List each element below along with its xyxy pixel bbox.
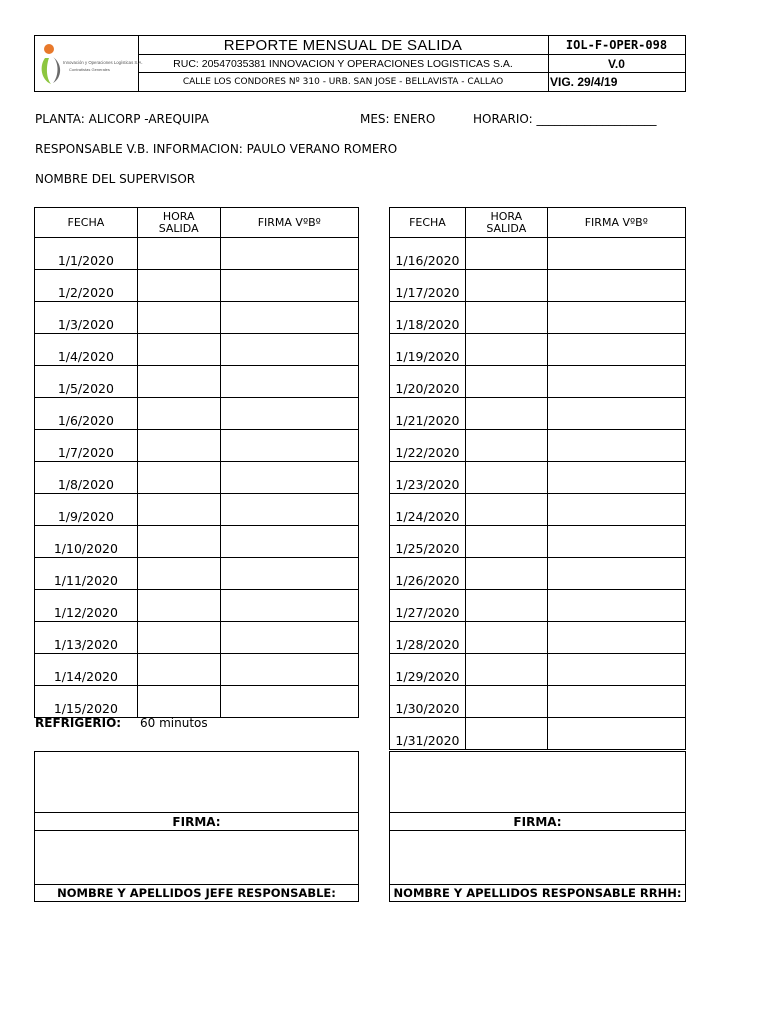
date-cell: 1/27/2020 [390,590,466,622]
right-table-body [390,238,686,750]
firma-cell[interactable] [220,654,358,686]
firma-header: FIRMA VºBº [220,208,358,238]
refrigerio-label: REFRIGERIO: [35,716,122,730]
firma-label: FIRMA: [35,813,358,831]
hora-salida-cell[interactable] [137,494,220,526]
supervisor-label: NOMBRE DEL SUPERVISOR [35,172,196,186]
mes-label: MES: ENERO [360,112,436,126]
date-cell: 1/8/2020 [35,462,138,494]
date-cell: 1/7/2020 [35,430,138,462]
table-header-row [35,208,359,238]
hora-salida-cell[interactable] [465,558,547,590]
date-cell: 1/6/2020 [35,398,138,430]
table-row [390,590,686,622]
date-cell: 1/5/2020 [35,366,138,398]
page-title: REPORTE MENSUAL DE SALIDA [138,36,548,55]
firma-cell[interactable] [220,558,358,590]
hora-salida-cell[interactable] [137,430,220,462]
firma-cell[interactable] [220,590,358,622]
document-version: V.0 [548,55,685,73]
date-cell: 1/13/2020 [35,622,138,654]
planta-label: PLANTA: ALICORP -AREQUIPA [35,112,209,126]
firma-cell[interactable] [547,718,685,750]
firma-cell[interactable] [220,686,358,718]
firma-cell[interactable] [220,494,358,526]
table-row [35,238,359,270]
date-cell: 1/26/2020 [390,558,466,590]
right-date-table [389,207,686,750]
document-validity: VIG. 29/4/19 [550,75,618,89]
hora-salida-cell[interactable] [137,558,220,590]
date-cell: 1/23/2020 [390,462,466,494]
fecha-header: FECHA [35,208,138,238]
hora-salida-cell[interactable] [137,366,220,398]
hora-salida-cell[interactable] [465,398,547,430]
hora-salida-cell[interactable] [137,590,220,622]
table-row [390,366,686,398]
firma-cell[interactable] [220,430,358,462]
table-row [390,398,686,430]
firma-label: FIRMA: [390,813,685,831]
left-table-body [35,238,359,718]
date-cell: 1/1/2020 [35,238,138,270]
firma-cell[interactable] [220,366,358,398]
table-row [390,334,686,366]
responsable-label: RESPONSABLE V.B. INFORMACION: PAULO VERANO ROMERO [35,142,398,156]
left-date-table [34,207,359,718]
hora-salida-cell[interactable] [465,622,547,654]
nombre-label: NOMBRE Y APELLIDOS JEFE RESPONSABLE: [57,886,336,900]
document-code: IOL-F-OPER-098 [548,36,685,55]
hora-salida-cell[interactable] [465,334,547,366]
table-row [390,654,686,686]
table-row [35,494,359,526]
firma-header: FIRMA VºBº [547,208,685,238]
date-cell: 1/20/2020 [390,366,466,398]
hora-salida-cell[interactable] [465,462,547,494]
hora-salida-cell[interactable] [465,686,547,718]
date-cell: 1/10/2020 [35,526,138,558]
date-cell: 1/25/2020 [390,526,466,558]
hora-salida-header: HORA SALIDA [465,208,547,238]
fecha-header: FECHA [390,208,466,238]
table-row [35,558,359,590]
table-row [35,302,359,334]
date-cell: 1/12/2020 [35,590,138,622]
table-row [390,686,686,718]
firma-cell[interactable] [220,270,358,302]
table-row [35,686,359,718]
table-row [390,302,686,334]
company-logo [35,36,143,91]
logo-company-subtitle: Contratistas Generales [69,67,110,72]
firma-cell[interactable] [547,366,685,398]
firma-cell[interactable] [547,302,685,334]
firma-cell[interactable] [220,398,358,430]
nombre-label: NOMBRE Y APELLIDOS RESPONSABLE RRHH: [393,886,682,900]
firma-cell[interactable] [547,398,685,430]
hora-salida-cell[interactable] [465,366,547,398]
firma-cell[interactable] [220,238,358,270]
hora-salida-cell[interactable] [137,238,220,270]
table-row [35,430,359,462]
hora-salida-cell[interactable] [137,270,220,302]
signature-box-rrhh [389,751,686,902]
table-row [390,462,686,494]
signature-area[interactable] [390,752,685,813]
firma-cell[interactable] [547,334,685,366]
table-row [35,654,359,686]
date-cell: 1/15/2020 [35,686,138,718]
refrigerio-value: 60 minutos [140,716,208,730]
date-cell: 1/11/2020 [35,558,138,590]
firma-cell[interactable] [220,526,358,558]
date-cell: 1/29/2020 [390,654,466,686]
table-row [390,430,686,462]
hora-salida-cell[interactable] [465,654,547,686]
hora-salida-cell[interactable] [465,270,547,302]
date-cell: 1/31/2020 [390,718,466,750]
hora-salida-cell[interactable] [137,622,220,654]
hora-salida-cell[interactable] [137,334,220,366]
table-row [390,270,686,302]
table-row [35,270,359,302]
date-cell: 1/30/2020 [390,686,466,718]
hora-salida-cell[interactable] [137,302,220,334]
firma-cell[interactable] [547,494,685,526]
table-row [390,238,686,270]
hora-salida-cell[interactable] [465,494,547,526]
date-cell: 1/14/2020 [35,654,138,686]
date-cell: 1/19/2020 [390,334,466,366]
firma-cell[interactable] [547,590,685,622]
document-header [34,35,686,92]
firma-cell[interactable] [547,430,685,462]
signature-area[interactable] [35,752,358,813]
firma-cell[interactable] [220,622,358,654]
date-cell: 1/28/2020 [390,622,466,654]
firma-cell[interactable] [547,270,685,302]
firma-cell[interactable] [220,302,358,334]
table-row [35,590,359,622]
date-cell: 1/22/2020 [390,430,466,462]
table-header-row [390,208,686,238]
name-area[interactable] [35,831,358,885]
address-line: CALLE LOS CONDORES Nº 310 - URB. SAN JOSE - BELLAVISTA - CALLAO [182,77,504,87]
horario-field[interactable]: HORARIO: ____________________ [473,112,657,126]
date-cell: 1/21/2020 [390,398,466,430]
hora-salida-cell[interactable] [137,462,220,494]
hora-salida-cell[interactable] [465,526,547,558]
logo-company-name: Innovación y Operaciones Logísticas S.A. [63,60,143,65]
ruc-line: RUC: 20547035381 INNOVACION Y OPERACIONES LOGISTICAS S.A. [138,55,548,73]
hora-salida-cell[interactable] [465,590,547,622]
firma-cell[interactable] [547,558,685,590]
date-cell: 1/4/2020 [35,334,138,366]
firma-cell[interactable] [547,654,685,686]
table-row [35,462,359,494]
firma-cell[interactable] [220,334,358,366]
hora-salida-header: HORA SALIDA [137,208,220,238]
table-row [390,718,686,750]
table-row [390,558,686,590]
date-cell: 1/24/2020 [390,494,466,526]
date-cell: 1/17/2020 [390,270,466,302]
firma-cell[interactable] [220,462,358,494]
date-cell: 1/2/2020 [35,270,138,302]
table-row [35,622,359,654]
table-row [390,622,686,654]
firma-cell[interactable] [547,686,685,718]
firma-cell[interactable] [547,622,685,654]
hora-salida-cell[interactable] [465,238,547,270]
hora-salida-cell[interactable] [137,686,220,718]
date-cell: 1/16/2020 [390,238,466,270]
date-cell: 1/9/2020 [35,494,138,526]
table-row [35,334,359,366]
signature-box-jefe [34,751,359,902]
table-row [35,366,359,398]
firma-cell[interactable] [547,526,685,558]
hora-salida-cell[interactable] [465,718,547,750]
hora-salida-cell[interactable] [137,398,220,430]
firma-cell[interactable] [547,238,685,270]
table-row [35,398,359,430]
hora-salida-cell[interactable] [465,430,547,462]
date-cell: 1/3/2020 [35,302,138,334]
hora-salida-cell[interactable] [137,526,220,558]
table-row [35,526,359,558]
hora-salida-cell[interactable] [137,654,220,686]
hora-salida-cell[interactable] [465,302,547,334]
date-cell: 1/18/2020 [390,302,466,334]
table-row [390,526,686,558]
firma-cell[interactable] [547,462,685,494]
name-area[interactable] [390,831,685,885]
table-row [390,494,686,526]
